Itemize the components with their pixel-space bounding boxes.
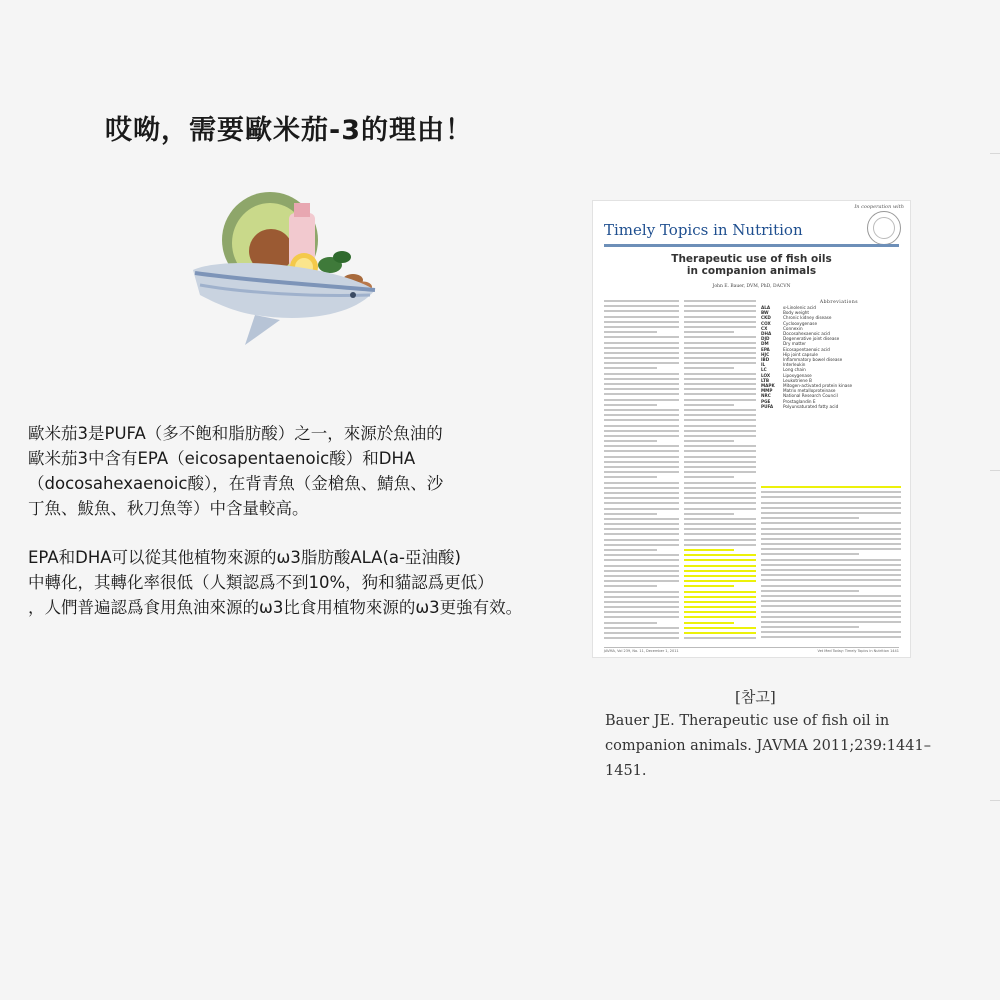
abbreviation-code: BW — [761, 310, 769, 316]
article-text-line — [604, 632, 679, 634]
article-text-line — [684, 336, 756, 338]
article-text-line — [684, 310, 756, 312]
article-text-line — [761, 636, 901, 638]
article-text-line — [684, 466, 756, 468]
article-text-line — [684, 544, 756, 546]
edge-rule — [990, 800, 1000, 801]
article-footer-rule — [604, 647, 899, 648]
omega3-description — [28, 421, 443, 521]
article-text-line — [684, 352, 756, 354]
article-column-middle — [684, 300, 756, 642]
article-text-line — [684, 326, 756, 328]
article-text-line — [684, 565, 756, 567]
article-text-line — [684, 445, 756, 447]
article-text-line — [684, 383, 756, 385]
reference-label: [참고] — [735, 688, 776, 706]
abbreviation-row — [761, 404, 901, 409]
article-text-line — [684, 430, 756, 432]
article-text-line — [684, 305, 756, 307]
article-text-line — [684, 539, 756, 541]
article-text-line — [684, 528, 756, 530]
article-text-line — [604, 461, 679, 463]
reference-line: companion animals. JAVMA 2011;239:1441–1451. — [605, 738, 931, 779]
article-text-line — [761, 611, 901, 613]
text-line: 歐米茄3是PUFA（多不飽和脂肪酸）之一，來源於魚油的 — [28, 424, 443, 443]
article-text-line — [604, 419, 679, 421]
abbreviation-code: EPA — [761, 346, 770, 352]
journal-seal-icon — [867, 211, 901, 245]
article-text-line — [684, 559, 756, 561]
article-text-line — [684, 482, 756, 484]
article-text-line — [684, 425, 756, 427]
article-text-line — [684, 300, 756, 302]
cooperation-label: In cooperation with — [854, 204, 904, 210]
fish-fin — [245, 315, 280, 345]
article-text-line — [604, 388, 679, 390]
article-text-line — [684, 461, 756, 463]
abbreviation-code: DJD — [761, 336, 770, 342]
article-text-line — [604, 606, 679, 608]
article-text-line — [604, 357, 679, 359]
abbreviation-code: COX — [761, 320, 771, 326]
abbreviation-term: Body weight — [783, 310, 810, 316]
article-text-line — [761, 631, 901, 633]
article-text-line — [604, 471, 679, 473]
article-text-line — [761, 579, 901, 581]
article-text-line — [604, 492, 679, 494]
article-text-line — [604, 596, 679, 598]
abbreviation-term: Chronic kidney disease — [783, 315, 832, 321]
abbreviation-term: Prostaglandin E — [783, 398, 816, 404]
abbreviation-term: Cyclooxygenase — [783, 320, 818, 326]
article-text-line — [604, 430, 679, 432]
article-text-line — [684, 549, 734, 551]
article-text-line — [684, 611, 756, 613]
article-text-line — [684, 440, 734, 442]
article-text-line — [604, 549, 657, 551]
article-text-line — [684, 513, 734, 515]
article-text-line — [604, 399, 679, 401]
text-line: 歐米茄3中含有EPA（eicosapentaenoic酸）和DHA — [28, 449, 416, 468]
article-text-line — [761, 569, 901, 571]
article-text-line — [684, 518, 756, 520]
journal-rule — [604, 244, 899, 247]
article-text-line — [604, 383, 679, 385]
article-text-line — [761, 616, 901, 618]
article-text-line — [604, 362, 679, 364]
article-text-line — [684, 523, 756, 525]
journal-name: Timely Topics in Nutrition — [604, 221, 803, 239]
text-line: 中轉化，其轉化率很低（人類認爲不到10%，狗和貓認爲更低） — [28, 573, 494, 592]
article-text-line — [761, 574, 901, 576]
abbreviation-code: LC — [761, 367, 767, 373]
article-text-line — [761, 486, 901, 488]
article-text-line — [761, 564, 901, 566]
article-text-line — [604, 611, 679, 613]
article-text-line — [761, 543, 901, 545]
conversion-description — [28, 545, 522, 620]
article-text-line — [604, 347, 679, 349]
abbreviation-code: MAPK — [761, 383, 775, 389]
article-text-line — [604, 518, 679, 520]
spinach-leaf — [333, 251, 351, 263]
article-text-line — [761, 491, 901, 493]
article-text-line — [604, 559, 679, 561]
article-text-line — [604, 456, 679, 458]
article-text-line — [684, 378, 756, 380]
article-text-line — [684, 362, 756, 364]
fish-eye — [350, 292, 356, 298]
article-text-line — [604, 508, 679, 510]
article-text-line — [604, 585, 657, 587]
reference-citation — [605, 709, 935, 784]
article-text-line — [684, 414, 756, 416]
article-text-line — [684, 502, 756, 504]
article-text-line — [684, 435, 756, 437]
article-text-line — [604, 487, 679, 489]
article-text-line — [604, 393, 679, 395]
article-text-line — [684, 321, 756, 323]
article-text-line — [684, 393, 756, 395]
article-text-line — [604, 497, 679, 499]
article-text-line — [761, 528, 901, 530]
abbreviation-code: CX — [761, 325, 768, 331]
article-text-line — [604, 570, 679, 572]
article-text-line — [604, 425, 679, 427]
abbreviation-code: PUFA — [761, 403, 774, 409]
article-text-line — [604, 404, 657, 406]
article-text-line — [684, 622, 734, 624]
article-text-line — [604, 373, 679, 375]
abbreviation-code: PGE — [761, 398, 771, 404]
article-text-line — [684, 637, 756, 639]
article-text-line — [684, 347, 756, 349]
article-text-line — [604, 554, 679, 556]
article-text-line — [604, 378, 679, 380]
article-text-line — [684, 404, 734, 406]
page-title: 哎呦，需要歐米茄-3的理由！ — [105, 115, 473, 146]
text-line: 丁魚、鮁魚、秋刀魚等）中含量較高。 — [28, 499, 309, 518]
article-text-line — [604, 445, 679, 447]
article-text-line — [684, 554, 756, 556]
article-text-line — [604, 466, 679, 468]
article-text-line — [761, 600, 901, 602]
article-column-right — [761, 486, 901, 642]
article-text-line — [604, 601, 679, 603]
reference-line: Bauer JE. Therapeutic use of fish oil in — [605, 713, 890, 729]
article-text-line — [761, 538, 901, 540]
article-text-line — [684, 596, 756, 598]
text-line: ，人們普遍認爲食用魚油來源的ω3比食用植物來源的ω3更強有效。 — [28, 598, 523, 617]
article-text-line — [684, 627, 756, 629]
article-text-line — [761, 522, 901, 524]
article-title — [593, 253, 910, 277]
article-text-line — [684, 456, 756, 458]
article-text-line — [604, 352, 679, 354]
abbreviation-code: ALA — [761, 305, 771, 310]
article-footer-right: Vet Med Today: Timely Topics in Nutrition 1441 — [817, 649, 899, 653]
article-text-line — [604, 539, 679, 541]
abbreviation-code: CKD — [761, 315, 771, 321]
article-text-line — [684, 508, 756, 510]
article-text-line — [684, 388, 756, 390]
abbreviation-term: Connexin — [783, 325, 803, 331]
abbreviation-term: Mitogen-activated protein kinase — [783, 383, 853, 389]
edge-rule — [990, 470, 1000, 471]
article-title-line: in companion animals — [686, 265, 817, 277]
article-text-line — [761, 548, 901, 550]
abbreviations-list — [761, 305, 901, 409]
article-text-line — [604, 580, 679, 582]
abbreviation-code: IL — [761, 362, 766, 368]
article-text-line — [604, 544, 679, 546]
article-text-line — [604, 305, 679, 307]
article-text-line — [761, 553, 859, 555]
article-text-line — [604, 316, 679, 318]
article-text-line — [684, 492, 756, 494]
article-text-line — [684, 342, 756, 344]
article-text-line — [604, 409, 679, 411]
article-text-line — [684, 331, 734, 333]
abbreviation-code: DM — [761, 341, 769, 347]
abbreviation-code: DHA — [761, 331, 772, 337]
article-text-line — [604, 528, 679, 530]
abbreviation-term: Polyunsaturated fatty acid — [783, 403, 839, 409]
abbreviation-code: MMP — [761, 388, 773, 394]
article-text-line — [761, 507, 901, 509]
fish-body — [193, 263, 375, 318]
article-text-line — [604, 450, 679, 452]
article-text-line — [604, 321, 679, 323]
abbreviations-heading: Abbreviations — [819, 300, 859, 305]
article-text-line — [761, 595, 901, 597]
article-text-line — [684, 616, 756, 618]
article-text-line — [761, 559, 901, 561]
article-title-line: Therapeutic use of fish oils — [671, 253, 832, 265]
article-text-line — [761, 517, 859, 519]
fish-oil-illustration — [185, 185, 385, 375]
article-text-line — [761, 512, 901, 514]
article-text-line — [604, 336, 679, 338]
article-text-line — [604, 440, 657, 442]
article-text-line — [604, 310, 679, 312]
abbreviation-term: α-Linolenic acid — [783, 305, 816, 310]
article-text-line — [684, 606, 756, 608]
article-text-line — [604, 326, 679, 328]
abbreviation-code: NRC — [761, 393, 771, 399]
article-text-line — [604, 482, 679, 484]
oil-bottle-cap — [294, 203, 310, 217]
article-text-line — [604, 523, 679, 525]
article-text-line — [684, 533, 756, 535]
article-text-line — [684, 632, 756, 634]
article-text-line — [761, 605, 901, 607]
article-text-line — [684, 471, 756, 473]
article-text-line — [604, 331, 657, 333]
article-text-line — [604, 533, 679, 535]
abbreviation-code: IBD — [761, 357, 770, 363]
article-text-line — [684, 476, 734, 478]
text-line: （docosahexaenoic酸），在背青魚（金槍魚、鯖魚、沙 — [28, 474, 444, 493]
article-text-line — [684, 575, 756, 577]
abbreviation-term: Docosahexaenoic acid — [783, 331, 830, 337]
article-text-line — [604, 565, 679, 567]
article-text-line — [761, 626, 859, 628]
article-text-line — [761, 496, 901, 498]
article-text-line — [684, 450, 756, 452]
article-text-line — [761, 585, 901, 587]
article-column-left — [604, 300, 679, 642]
article-text-line — [604, 435, 679, 437]
article-text-line — [604, 342, 679, 344]
article-text-line — [604, 627, 679, 629]
article-text-line — [604, 591, 679, 593]
article-text-line — [684, 591, 756, 593]
article-text-line — [604, 367, 657, 369]
abbreviation-code: HJC — [761, 351, 770, 357]
article-text-line — [684, 601, 756, 603]
article-text-line — [604, 414, 679, 416]
article-text-line — [604, 622, 657, 624]
article-text-line — [684, 585, 734, 587]
article-text-line — [604, 616, 679, 618]
abbreviation-code: LTB — [761, 377, 770, 383]
article-text-line — [604, 637, 679, 639]
abbreviation-term: Hip joint capsule — [783, 351, 818, 357]
abbreviation-term: Inflammatory bowel disease — [783, 357, 843, 363]
article-text-line — [684, 399, 756, 401]
article-text-line — [684, 580, 756, 582]
article-text-line — [684, 316, 756, 318]
abbreviation-term: Degenerative joint disease — [783, 336, 840, 342]
article-text-line — [761, 590, 859, 592]
abbreviation-term: Matrix metalloproteinase — [783, 388, 836, 394]
abbreviation-term: Interleukin — [783, 362, 806, 368]
article-text-line — [604, 300, 679, 302]
abbreviation-term: National Research Council — [783, 393, 838, 399]
article-text-line — [684, 409, 756, 411]
article-text-line — [684, 487, 756, 489]
article-text-line — [684, 367, 734, 369]
article-text-line — [684, 373, 756, 375]
article-text-line — [684, 497, 756, 499]
abbreviation-term: Leukotriene B — [783, 377, 812, 383]
abbreviations-box — [761, 300, 901, 409]
article-text-line — [684, 357, 756, 359]
abbreviation-term: Long chain — [783, 367, 806, 373]
abbreviation-term: Lipoxygenase — [783, 372, 812, 378]
edge-rule — [990, 153, 1000, 154]
article-author: John E. Bauer, DVM, PhD, DACVN — [712, 284, 791, 289]
text-line: EPA和DHA可以從其他植物來源的ω3脂肪酸ALA(a-亞油酸) — [28, 548, 461, 567]
article-text-line — [604, 575, 679, 577]
abbreviation-code: LOX — [761, 372, 771, 378]
article-text-line — [761, 621, 901, 623]
article-text-line — [761, 533, 901, 535]
journal-article-image — [592, 200, 911, 658]
abbreviation-term: Dry matter — [783, 341, 806, 347]
article-text-line — [604, 502, 679, 504]
article-text-line — [761, 502, 901, 504]
article-text-line — [604, 476, 657, 478]
article-text-line — [604, 513, 657, 515]
article-footer-left: JAVMA, Vol 239, No. 11, December 1, 2011 — [604, 649, 679, 653]
article-text-line — [684, 570, 756, 572]
article-text-line — [684, 419, 756, 421]
abbreviation-term: Eicosapentaenoic acid — [783, 346, 830, 352]
